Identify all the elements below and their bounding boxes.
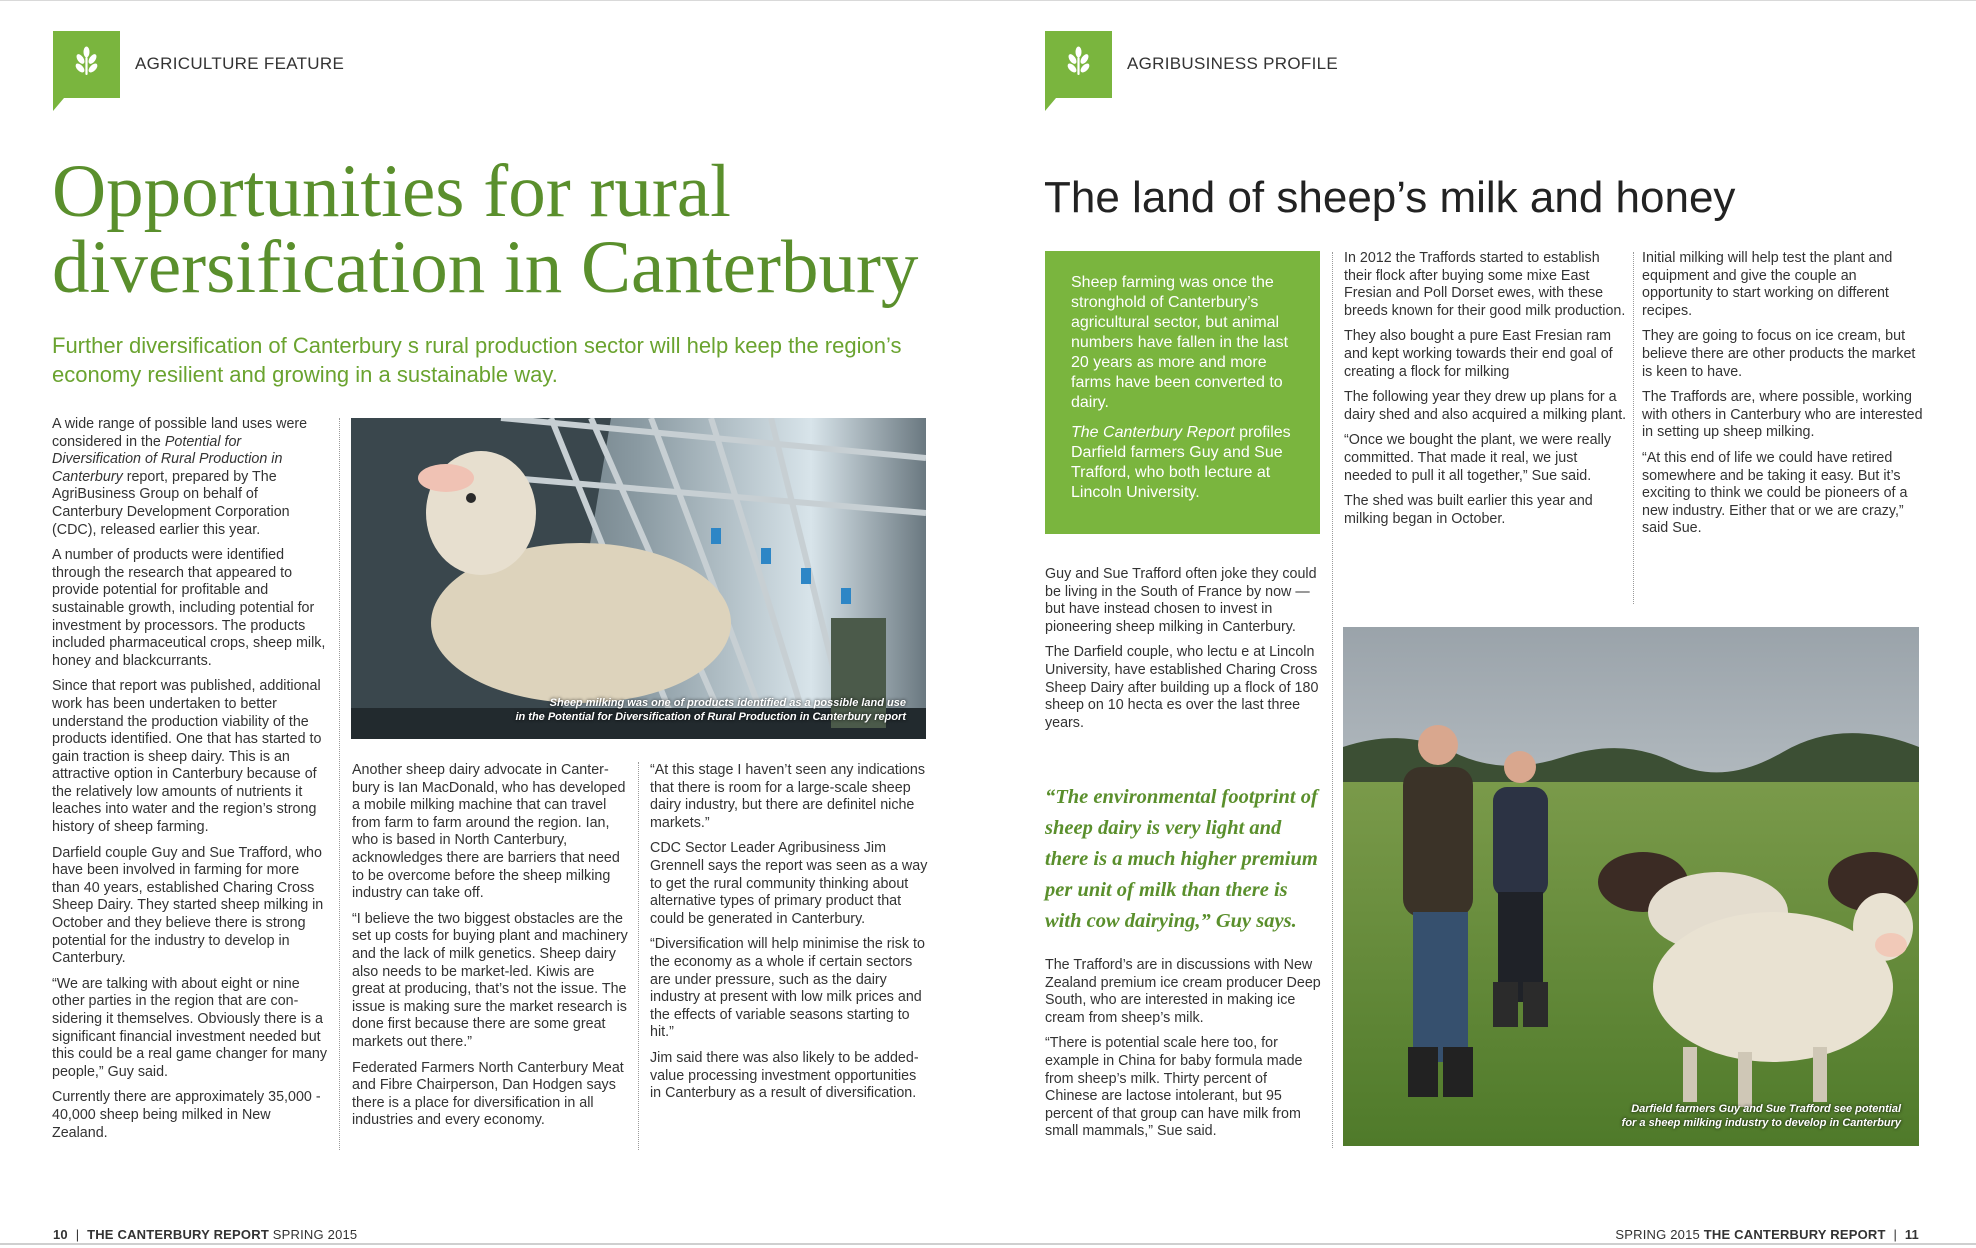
column-divider <box>1633 252 1634 604</box>
paragraph: Since that report was published, additional work has been undertaken to better understand the production viability of the products identified. One that has started to gain traction is sheep dairy. This is an attractive option in Canterbury because of the relatively low amounts of nutrients it leaches into water and the region’s strong history of sheep farming. <box>52 678 322 836</box>
paragraph: Jim said there was also likely to be added-value processing investment opportunities in Canterbury as a result of diversification. <box>650 1049 919 1102</box>
page-number: 11 <box>1904 1227 1919 1242</box>
paragraph: They also bought a pure East Fresian ram and kept working towards their end goal of creating a flock for milking <box>1344 328 1613 380</box>
paragraph: The following year they drew up plans for a dairy shed and also acquired a milking plant. <box>1344 389 1627 423</box>
profile-column-3 <box>1642 250 1924 546</box>
photo-illustration <box>1343 627 1919 1146</box>
footer-separator: | <box>75 1227 80 1242</box>
farmers-photo <box>1343 627 1919 1146</box>
section-tag-right <box>1045 31 1112 98</box>
page-headline <box>52 150 952 309</box>
headline-line: diversification in Canterbury <box>52 226 919 309</box>
article-column-2 <box>352 762 630 1138</box>
paragraph: The Darfield couple, who lectu e at Lincoln University, have established Charing Cross Sheep Dairy after building up a flock of 180 sheep on 10 hecta es over the last three years. <box>1045 644 1319 731</box>
paragraph: Initial milking will help test the plant and equipment and give the couple an opportunity to start working on different recipes. <box>1642 250 1893 319</box>
section-tag-tail <box>53 98 64 111</box>
paragraph: Another sheep dairy advocate in Canter-bury is Ian MacDonald, who has developed a mobile milking machine that can travel from farm to farm around the region. Ian, who is based in North Canterbury, acknowledges there are barriers that need to be overcome before the sheep milking industry can take off. <box>352 762 626 902</box>
publication-name: THE CANTERBURY REPORT <box>1703 1227 1886 1242</box>
photo-illustration <box>351 418 926 739</box>
publication-name: THE CANTERBURY REPORT <box>87 1227 269 1242</box>
column-divider <box>1332 252 1333 1148</box>
caption-line: in the Potential for Diversification of Rural Production in Canterbury report <box>515 711 906 723</box>
column-divider <box>638 762 639 1150</box>
article-column-3 <box>650 762 928 1111</box>
section-label: AGRIBUSINESS PROFILE <box>1127 54 1338 73</box>
photo-caption <box>1381 1102 1901 1130</box>
paragraph: The Trafford’s are in discussions with New Zealand premium ice cream producer Deep South, who are interested in making ice cream from sheep’s milk. <box>1045 957 1321 1026</box>
standfirst <box>52 331 952 389</box>
section-tag-left <box>53 31 120 98</box>
sheep-milking-photo <box>351 418 926 739</box>
paragraph: CDC Sector Leader Agribusiness Jim Grennell says the report was seen as a way to get the rural community thinking about alternative types of primary product that could be generated in Canterbury. <box>650 840 928 927</box>
page-number: 10 <box>53 1227 68 1242</box>
paragraph: “Diversification will help minimise the risk to the economy as a whole if certain sectors are under pressure, such as the dairy industry at present with low milk prices and the effects of variable seasons starting to hit.” <box>650 936 925 1041</box>
paragraph: “I believe the two biggest obstacles are the set up costs for buying plant and machinery and the lack of milk genetics. Sheep dairy also needs to be market-led. Kiwis are great at producing, that’s not the issue. The issue is making sure the market research is done first because there are some great markets out there.” <box>352 910 628 1050</box>
paragraph: A wide range of possible land uses were considered in the Potential for Diversification of Rural Production in Canterbury report, prepared by The AgriBusiness Group on behalf of Canterbury Development Corporation (CDC), released earlier this year. <box>52 416 308 538</box>
paragraph: Federated Farmers North Canterbury Meat and Fibre Chairperson, Dan Hodgen says there is a place for diversification in all industries and every economy. <box>352 1059 624 1129</box>
paragraph: “There is potential scale here too, for example in China for baby formula made from sheep’s milk. Thirty percent of Chinese are lactose intolerant, but 95 percent of that group can have milk from small mammals,” Sue said. <box>1045 1035 1303 1140</box>
headline-line: Opportunities for rural <box>52 150 731 233</box>
paragraph: The shed was built earlier this year and milking began in October. <box>1344 493 1593 527</box>
paragraph: “At this end of life we could have retired somewhere and be taking it easy. But it’s exciting to think we could be pioneers of a new industry. Either that or we are crazy,” said Sue. <box>1642 449 1908 537</box>
caption-line: Darfield farmers Guy and Sue Trafford see potential <box>1631 1103 1901 1115</box>
page-footer-right <box>1615 1227 1919 1242</box>
paragraph: “Once we bought the plant, we were really committed. That made it real, we just needed to pull it all together,” Sue said. <box>1344 432 1612 484</box>
paragraph: They are going to focus on ice cream, but believe there are other products the market is keen to have. <box>1642 328 1916 380</box>
top-border <box>0 0 1976 1</box>
column-divider <box>339 418 340 1150</box>
section-tag-tail <box>1045 98 1056 111</box>
caption-line: for a sheep milking industry to develop in Canterbury <box>1621 1117 1901 1129</box>
bottom-border <box>0 1243 1976 1245</box>
wheat-icon <box>1045 31 1112 98</box>
profile-column-1 <box>1045 566 1323 740</box>
paragraph: Currently there are approximately 35,000 - 40,000 sheep being milked in New Zealand. <box>52 1089 321 1141</box>
footer-separator: | <box>1893 1227 1898 1242</box>
paragraph: A number of products were identified through the research that appeared to provide potential for profitable and sustainable growth, including potential for investment by processors. The products included pharmaceutical crops, sheep milk, honey and blackcurrants. <box>52 547 326 669</box>
photo-caption <box>386 696 906 724</box>
standfirst-line: economy resilient and growing in a sustainable way. <box>52 362 558 387</box>
profile-column-1-continued <box>1045 957 1323 1149</box>
pull-quote: “The environmental footprint of sheep dairy is very light and there is a much higher premium per unit of milk than there is with cow dairying,” Guy says. <box>1045 786 1318 932</box>
intro-paragraph: The Canterbury Report profiles Darfield farmers Guy and Sue Trafford, who both lecture at Lincoln University. <box>1071 424 1291 501</box>
page-title: The land of sheep’s milk and honey <box>1044 173 1736 222</box>
section-label: AGRICULTURE FEATURE <box>135 54 345 73</box>
paragraph: “We are talking with about eight or nine other parties in the region that are con-sidering it themselves. Obviously there is a significant financial investment needed but this could be a real game changer for many people,” Guy said. <box>52 975 327 1080</box>
paragraph: Guy and Sue Trafford often joke they could be living in the South of France by now — but have instead chosen to invest in pioneering sheep milking in Canterbury. <box>1045 566 1317 635</box>
paragraph: In 2012 the Traffords started to establish their flock after buying some mixe East Fresian and Poll Dorset ewes, with these breeds known for their good milk production. <box>1344 250 1626 319</box>
wheat-icon <box>53 31 120 98</box>
intro-box <box>1045 251 1320 534</box>
issue-label: SPRING 2015 <box>1615 1227 1700 1242</box>
paragraph: “At this stage I haven’t seen any indications that there is room for a large-scale sheep dairy industry, but there are definitel niche markets.” <box>650 762 925 831</box>
paragraph: Darfield couple Guy and Sue Trafford, who have been involved in farming for more than 40 years, established Charing Cross Sheep Dairy. They started sheep milking in October and they believe there is strong potential for the industry to develop in Canterbury. <box>52 844 324 967</box>
standfirst-line: Further diversification of Canterbury s rural production sector will help keep the region’s <box>52 333 902 358</box>
page-footer-left <box>53 1227 357 1242</box>
intro-paragraph: Sheep farming was once the stronghold of Canterbury’s agricultural sector, but animal numbers have fallen in the last 20 years as more and more farms have been converted to dairy. <box>1071 274 1289 411</box>
article-column-1 <box>52 416 330 1150</box>
caption-line: Sheep milking was one of products identified as a possible land use <box>549 697 906 709</box>
issue-label: SPRING 2015 <box>272 1227 358 1242</box>
profile-column-2 <box>1344 250 1629 536</box>
paragraph: The Traffords are, where possible, working with others in Canterbury who are interested in setting up sheep milking. <box>1642 389 1923 441</box>
